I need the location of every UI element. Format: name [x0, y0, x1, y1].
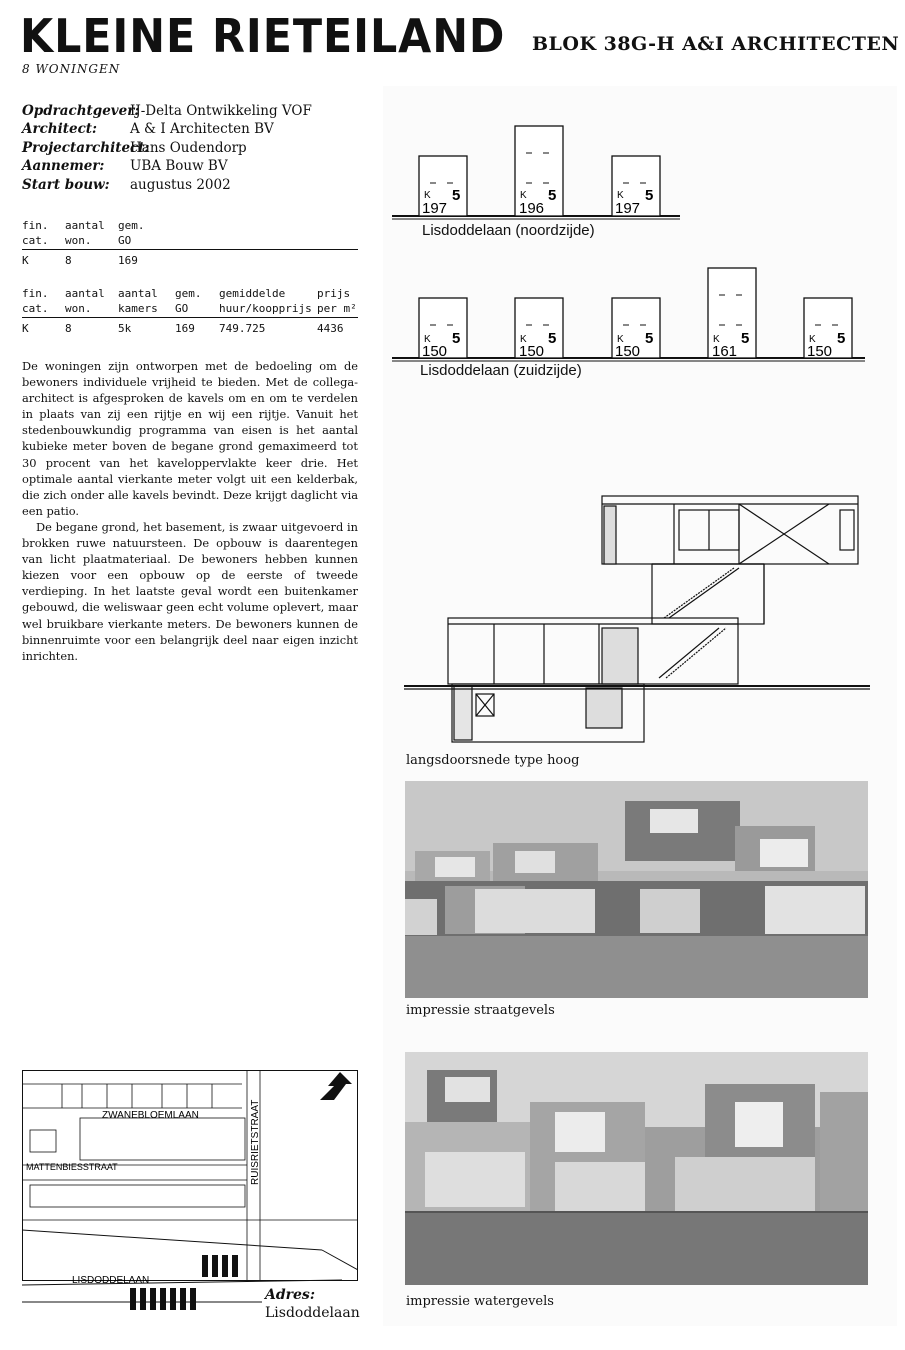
- unit-category: K: [809, 334, 816, 345]
- unit-block: [612, 298, 660, 360]
- south-facade-diagram: [390, 262, 870, 362]
- unit-category: K: [617, 334, 624, 345]
- unit-rooms: 5: [452, 330, 461, 347]
- water-caption: impressie watergevels: [406, 1294, 554, 1309]
- address-label: Adres:: [265, 1287, 315, 1303]
- street-facade-image: [405, 781, 868, 998]
- water-facade-image: [405, 1052, 868, 1285]
- unit-rooms: 5: [741, 330, 750, 347]
- unit-block: [515, 298, 563, 360]
- map-drawing: [22, 1070, 358, 1320]
- column-header: per m²: [317, 302, 357, 315]
- unit-area: 150: [807, 343, 833, 360]
- unit-rooms: 5: [452, 187, 461, 204]
- unit-rooms: 5: [645, 330, 654, 347]
- column-header: fin.: [22, 219, 49, 232]
- table-rule: [22, 317, 358, 318]
- unit-category: K: [424, 334, 431, 345]
- unit-block: [515, 126, 563, 217]
- map-street-label: RUISRIETSTRAAT: [250, 1099, 261, 1185]
- map-street-label: LISDODDELAAN: [72, 1275, 150, 1286]
- unit-block: [419, 298, 467, 360]
- section-drawing: [404, 488, 870, 750]
- unit-rooms: 5: [837, 330, 846, 347]
- table-cell: 169: [118, 254, 138, 267]
- info-value: augustus 2002: [130, 177, 231, 193]
- unit-rooms: 5: [548, 330, 557, 347]
- map-street-label: MATTENBIESSTRAAT: [26, 1162, 118, 1172]
- unit-area: 197: [422, 200, 448, 217]
- south-diagram-caption: Lisdoddelaan (zuidzijde): [420, 362, 582, 379]
- column-header: aantal: [65, 287, 105, 300]
- column-header: cat.: [22, 302, 49, 315]
- table-cell: 5k: [118, 322, 132, 335]
- unit-category: K: [617, 190, 624, 201]
- column-header: huur/koopprijs: [219, 302, 312, 315]
- info-label: Start bouw:: [22, 177, 110, 193]
- unit-block: [612, 156, 660, 217]
- info-label: Architect:: [22, 121, 98, 137]
- info-value: Hans Oudendorp: [130, 140, 247, 156]
- info-value: IJ-Delta Ontwikkeling VOF: [130, 103, 312, 119]
- table-cell: 4436: [317, 322, 344, 335]
- table-rule: [22, 249, 358, 250]
- column-header: GO: [175, 302, 189, 315]
- unit-area: 150: [615, 343, 641, 360]
- north-facade-diagram: [390, 120, 690, 220]
- street-facade-render: [405, 781, 868, 998]
- unit-area: 150: [519, 343, 545, 360]
- unit-area: 150: [422, 343, 448, 360]
- info-label: Aannemer:: [22, 158, 105, 174]
- paragraph: De begane grond, het basement, is zwaar uitgevoerd in brokken ruwe natuursteen. De opbouw is daarentegen van licht plaatmateriaal. De bewoners hebben kunnen kiezen voor een opbouw op de eerste of tweede verdieping. In het laatste geval wordt een buitenkamer gebouwd, die weliswaar geen echt volume oplevert, maar wel bruikbare vierkante meters. De bewoners kunnen de binnenruimte voor een belangrijk deel naar eigen inzicht inrichten.: [22, 519, 358, 663]
- column-header: gem.: [118, 219, 145, 232]
- unit-rooms: 5: [548, 187, 557, 204]
- info-label: Projectarchitect:: [22, 140, 150, 156]
- address-value: Lisdoddelaan: [265, 1305, 360, 1321]
- column-header: aantal: [118, 287, 158, 300]
- location-map: [22, 1070, 358, 1320]
- column-header: prijs: [317, 287, 351, 300]
- info-value: UBA Bouw BV: [130, 158, 228, 174]
- unit-area: 161: [712, 343, 738, 360]
- column-header: kamers: [118, 302, 158, 315]
- table-cell: 8: [65, 322, 72, 335]
- unit-block: [419, 156, 467, 217]
- page-title: KLEINE RIETEILAND: [20, 9, 506, 63]
- column-header: cat.: [22, 234, 49, 247]
- column-header: won.: [65, 302, 92, 315]
- north-diagram-caption: Lisdoddelaan (noordzijde): [422, 222, 595, 239]
- unit-block: [804, 298, 852, 360]
- table-cell: 8: [65, 254, 72, 267]
- column-header: gemiddelde: [219, 287, 286, 300]
- column-header: aantal: [65, 219, 105, 232]
- column-header: fin.: [22, 287, 49, 300]
- article-body: [22, 358, 358, 664]
- water-facade-render: [405, 1052, 868, 1285]
- column-header: gem.: [175, 287, 202, 300]
- table-cell: 749.725: [219, 322, 266, 335]
- page-subtitle: BLOK 38G-H A&I ARCHITECTEN: [532, 33, 900, 55]
- table-cell: 169: [175, 322, 195, 335]
- column-header: won.: [65, 234, 92, 247]
- column-header: GO: [118, 234, 132, 247]
- unit-category: K: [424, 190, 431, 201]
- street-caption: impressie straatgevels: [406, 1003, 555, 1018]
- paragraph: De woningen zijn ontworpen met de bedoeling om de bewoners individuele vrijheid te bieden. Met de collega-architect is afgesproken de kavels om en om te verdelen in plaats van zij een rijtje en wij een rijtje. Vanuit het stedenbouwkundig programma van eisen is het aantal kubieke meter boven de begane grond gemaximeerd tot 30 procent van het kaveloppervlakte keer drie. Het optimale aantal vierkante meter volgt uit een kelderbak, die zich onder alle kavels bevindt. Deze krijgt daglicht via een patio.: [22, 359, 358, 518]
- info-value: A & I Architecten BV: [130, 121, 274, 137]
- map-street-label: ZWANEBLOEMLAAN: [102, 1110, 199, 1121]
- table-cell: K: [22, 254, 29, 267]
- unit-area: 197: [615, 200, 641, 217]
- unit-category: K: [520, 334, 527, 345]
- unit-block: [708, 268, 756, 360]
- unit-rooms: 5: [645, 187, 654, 204]
- table-cell: K: [22, 322, 29, 335]
- unit-category: K: [520, 190, 527, 201]
- dwelling-count: 8 WONINGEN: [22, 62, 121, 76]
- unit-category: K: [713, 334, 720, 345]
- unit-area: 196: [519, 200, 545, 217]
- info-label: Opdrachtgever:: [22, 103, 140, 119]
- section-caption: langsdoorsnede type hoog: [406, 753, 580, 768]
